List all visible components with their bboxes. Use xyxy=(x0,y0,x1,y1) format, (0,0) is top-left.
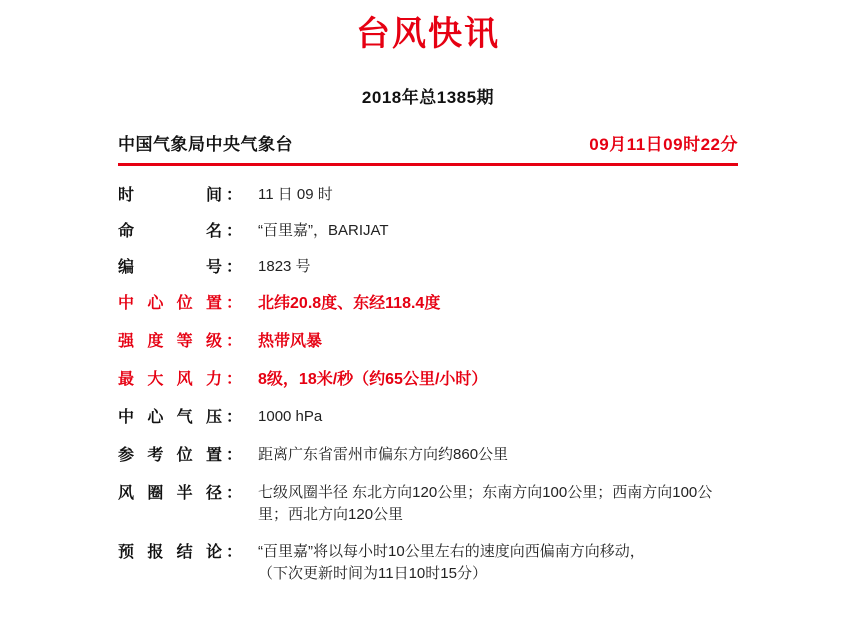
field-colon-forecast: ： xyxy=(226,543,243,561)
field-row-wind-radius xyxy=(118,482,738,527)
field-row-intensity xyxy=(118,330,738,354)
field-row-name xyxy=(118,220,738,244)
field-value-number: 1823 号 xyxy=(258,257,311,275)
field-value-max-wind: 8级，18米/秒（约65公里/小时） xyxy=(258,370,488,388)
field-row-center-position xyxy=(118,292,738,316)
field-value-time: 11 日 09 时 xyxy=(258,185,333,203)
field-value-forecast xyxy=(242,541,738,586)
field-row-reference-position xyxy=(118,444,738,468)
field-label-number: 编 号 xyxy=(118,258,222,276)
page-title: 台风快讯 xyxy=(356,15,500,53)
field-colon-pressure: ： xyxy=(226,408,243,426)
field-colon-time: ： xyxy=(226,186,243,204)
field-value-wind-radius: 七级风圈半径 东北方向120公里；东南方向100公里；西南方向100公里；西北方向120公里 xyxy=(258,483,713,524)
field-value-pressure: 1000 hPa xyxy=(258,407,323,425)
field-label-max-wind: 最大风力 xyxy=(118,370,222,388)
field-colon-reference-position: ： xyxy=(226,446,243,464)
field-label-intensity: 强度等级 xyxy=(118,332,222,350)
field-row-time xyxy=(118,184,738,208)
field-label-wind-radius: 风圈半径 xyxy=(118,484,222,502)
field-colon-intensity: ： xyxy=(226,332,243,350)
field-colon-name: ： xyxy=(226,222,243,240)
field-value-intensity: 热带风暴 xyxy=(258,332,323,350)
field-colon-max-wind: ： xyxy=(226,370,243,388)
field-label-name: 命 名 xyxy=(118,222,222,240)
field-row-forecast xyxy=(118,541,738,586)
field-row-pressure xyxy=(118,406,738,430)
field-colon-wind-radius: ： xyxy=(226,484,243,502)
forecast-line-1: “百里嘉”将以每小时10公里左右的速度向西偏南方向移动， xyxy=(258,542,645,560)
issue-number: 2018年总1385期 xyxy=(361,87,495,107)
field-label-time: 时 间 xyxy=(118,186,222,204)
field-label-center-position: 中心位置 xyxy=(118,294,222,312)
field-label-reference-position: 参考位置 xyxy=(118,446,222,464)
field-label-pressure: 中心气压 xyxy=(118,408,222,426)
issuing-organization: 中国气象局中央气象台 xyxy=(118,134,293,154)
field-value-center-position: 北纬20.8度、东经118.4度 xyxy=(258,294,441,312)
forecast-line-2: （下次更新时间为11日10时15分） xyxy=(258,565,487,583)
header-bar xyxy=(118,130,738,166)
field-value-reference-position: 距离广东省雷州市偏东方向约860公里 xyxy=(258,445,509,463)
field-row-max-wind xyxy=(118,368,738,392)
field-label-forecast: 预报结论 xyxy=(118,543,222,561)
field-colon-number: ： xyxy=(226,258,243,276)
field-colon-center-position: ： xyxy=(226,294,243,312)
field-value-name: “百里嘉”，BARIJAT xyxy=(258,221,389,239)
issue-datetime: 09月11日09时22分 xyxy=(589,134,738,154)
bulletin-fields xyxy=(118,184,738,586)
field-row-number xyxy=(118,256,738,280)
